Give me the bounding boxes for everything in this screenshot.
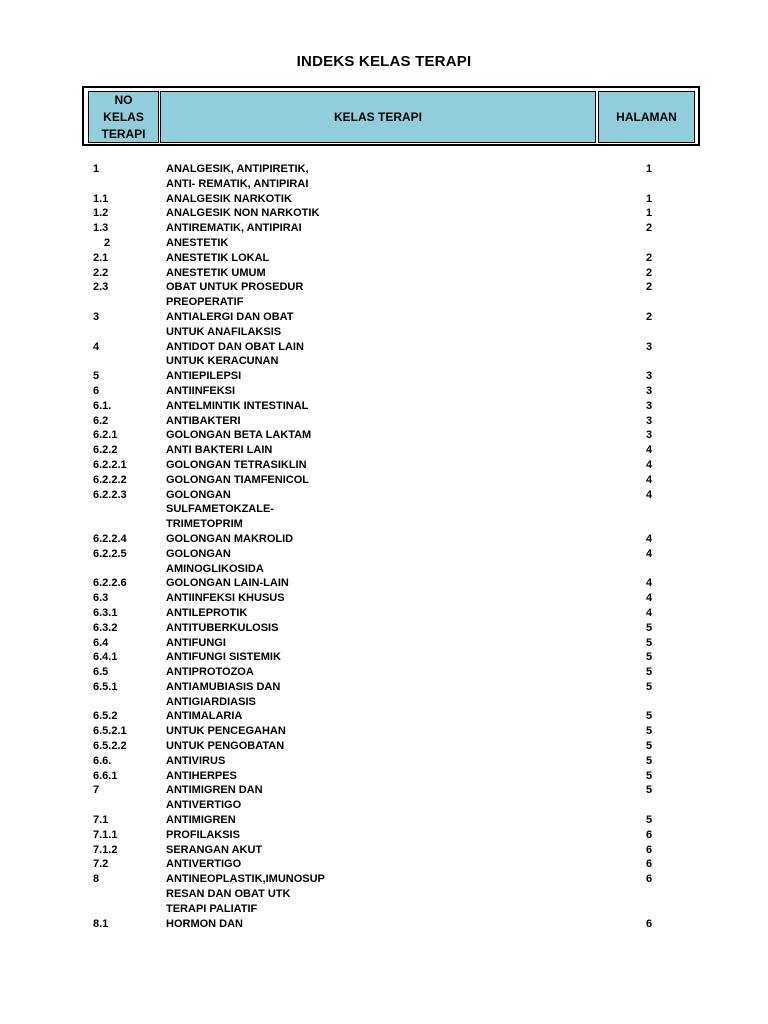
row-number: 5 [93, 370, 100, 383]
table-row [0, 325, 768, 340]
row-kelas-terapi: ANALGESIK NON NARKOTIK [166, 207, 320, 220]
row-kelas-terapi: GOLONGAN MAKROLID [166, 532, 294, 545]
row-number: 6.2.2 [93, 444, 118, 457]
row-halaman: 4 [646, 606, 653, 619]
row-number: 6.6. [93, 754, 112, 767]
row-kelas-terapi: RESAN DAN OBAT UTK [166, 888, 291, 901]
table-row [0, 680, 768, 695]
table-row [0, 621, 768, 636]
row-kelas-terapi: UNTUK KERACUNAN [166, 355, 279, 368]
row-halaman: 4 [646, 547, 653, 560]
row-halaman: 4 [646, 488, 653, 501]
row-number: 6.5.2 [93, 710, 118, 723]
row-kelas-terapi: ANTIVIRUS [166, 754, 226, 767]
table-row [0, 798, 768, 813]
row-kelas-terapi: ANTIINFEKSI KHUSUS [166, 592, 285, 605]
row-kelas-terapi: GOLONGAN BETA LAKTAM [166, 429, 312, 442]
table-row [0, 266, 768, 281]
row-number: 6.5 [93, 666, 109, 679]
table-row [0, 310, 768, 325]
table-row [0, 754, 768, 769]
row-number: 6.5.2.1 [93, 725, 127, 738]
row-kelas-terapi: ANTIHERPES [166, 769, 237, 782]
row-halaman: 5 [646, 754, 653, 767]
row-halaman: 4 [646, 458, 653, 471]
row-number: 7 [93, 784, 100, 797]
row-kelas-terapi: ANTIFUNGI [166, 636, 226, 649]
row-halaman: 6 [646, 828, 653, 841]
row-number: 1.1 [93, 192, 109, 205]
table-row [0, 636, 768, 651]
row-number: 6.1. [93, 399, 112, 412]
table-row [0, 488, 768, 503]
page-title: INDEKS KELAS TERAPI [296, 53, 472, 70]
row-halaman: 3 [646, 340, 653, 353]
row-number: 7.2 [93, 858, 109, 871]
row-kelas-terapi: UNTUK PENCEGAHAN [166, 725, 286, 738]
table-row [0, 902, 768, 917]
row-halaman: 5 [646, 666, 653, 679]
row-number: 6.3 [93, 592, 109, 605]
table-row [0, 532, 768, 547]
table-row [0, 591, 768, 606]
row-number: 1.2 [93, 207, 109, 220]
row-number: 7.1.1 [93, 828, 118, 841]
row-kelas-terapi: ANTIMIGREN DAN [166, 784, 263, 797]
row-halaman: 3 [646, 414, 653, 427]
row-number: 6.6.1 [93, 769, 118, 782]
row-kelas-terapi: ANTELMINTIK INTESTINAL [166, 399, 309, 412]
row-kelas-terapi: ANALGESIK NARKOTIK [166, 192, 292, 205]
table-row [0, 280, 768, 295]
row-kelas-terapi: ANTIVERTIGO [166, 858, 242, 871]
row-kelas-terapi: ANTIMIGREN [166, 814, 236, 827]
row-halaman: 2 [646, 281, 653, 294]
row-number: 6 [93, 384, 100, 397]
row-number: 6.2.2.5 [93, 547, 127, 560]
table-row [0, 783, 768, 798]
row-number: 7.1.2 [93, 843, 118, 856]
table-row [0, 872, 768, 887]
row-number: 6.5.2.2 [93, 740, 127, 753]
header-kelas-terapi: KELAS TERAPI [160, 91, 596, 143]
row-kelas-terapi: TERAPI PALIATIF [166, 902, 258, 915]
row-number: 2.1 [93, 251, 109, 264]
table-row [0, 162, 768, 177]
row-kelas-terapi: GOLONGAN TETRASIKLIN [166, 458, 307, 471]
row-kelas-terapi: ANTI BAKTERI LAIN [166, 444, 273, 457]
row-halaman: 3 [646, 399, 653, 412]
header-halaman: HALAMAN [598, 91, 695, 143]
row-number: 1.3 [93, 222, 109, 235]
row-halaman: 3 [646, 429, 653, 442]
row-halaman: 4 [646, 532, 653, 545]
row-kelas-terapi: ANTIPROTOZOA [166, 666, 254, 679]
row-number: 6.2.2.2 [93, 473, 127, 486]
row-number: 6.2.2.1 [93, 458, 127, 471]
row-halaman: 5 [646, 769, 653, 782]
row-number: 4 [93, 340, 100, 353]
row-kelas-terapi: UNTUK PENGOBATAN [166, 740, 285, 753]
table-header [82, 86, 700, 146]
row-kelas-terapi: ANTIFUNGI SISTEMIK [166, 651, 281, 664]
row-number: 6.2.2.6 [93, 577, 127, 590]
table-row [0, 517, 768, 532]
row-number: 6.2 [93, 414, 109, 427]
row-kelas-terapi: PREOPERATIF [166, 296, 244, 309]
table-row [0, 709, 768, 724]
row-kelas-terapi: ANTINEOPLASTIK,IMUNOSUP [166, 873, 325, 886]
table-row [0, 340, 768, 355]
table-row [0, 502, 768, 517]
row-halaman: 1 [646, 207, 653, 220]
row-kelas-terapi: TRIMETOPRIM [166, 518, 243, 531]
table-row [0, 769, 768, 784]
table-row [0, 606, 768, 621]
row-kelas-terapi: ANTIREMATIK, ANTIPIRAI [166, 222, 302, 235]
row-number: 6.2.1 [93, 429, 118, 442]
row-kelas-terapi: GOLONGAN [166, 488, 231, 501]
table-row [0, 251, 768, 266]
row-halaman: 5 [646, 814, 653, 827]
row-halaman: 4 [646, 444, 653, 457]
row-halaman: 1 [646, 163, 653, 175]
row-kelas-terapi: OBAT UNTUK PROSEDUR [166, 281, 304, 294]
row-kelas-terapi: ANTIGIARDIASIS [166, 695, 256, 708]
row-kelas-terapi: GOLONGAN LAIN-LAIN [166, 577, 289, 590]
row-kelas-terapi: ANTIALERGI DAN OBAT [166, 310, 294, 323]
row-halaman: 4 [646, 473, 653, 486]
row-halaman: 3 [646, 384, 653, 397]
row-halaman: 2 [646, 310, 653, 323]
row-halaman: 5 [646, 740, 653, 753]
table-row [0, 473, 768, 488]
table-row [0, 857, 768, 872]
row-halaman: 5 [646, 651, 653, 664]
table-row [0, 369, 768, 384]
row-halaman: 5 [646, 725, 653, 738]
row-halaman: 5 [646, 680, 653, 693]
row-number: 6.4.1 [93, 651, 118, 664]
row-number: 8 [93, 873, 100, 886]
table-row [0, 813, 768, 828]
row-halaman: 2 [646, 251, 653, 264]
table-row [0, 206, 768, 221]
row-halaman: 6 [646, 917, 653, 930]
row-kelas-terapi: ANTI- REMATIK, ANTIPIRAI [166, 177, 309, 190]
row-kelas-terapi: AMINOGLIKOSIDA [166, 562, 264, 575]
table-row [0, 384, 768, 399]
row-number: 8.1 [93, 917, 109, 930]
table-row [0, 843, 768, 858]
row-halaman: 6 [646, 858, 653, 871]
row-number: 6.5.1 [93, 680, 118, 693]
table-row [0, 458, 768, 473]
row-kelas-terapi: ANTIINFEKSI [166, 384, 236, 397]
row-kelas-terapi: GOLONGAN [166, 547, 231, 560]
table-row [0, 428, 768, 443]
row-kelas-terapi: ANTITUBERKULOSIS [166, 621, 279, 634]
row-kelas-terapi: HORMON DAN [166, 917, 243, 930]
row-kelas-terapi: ANTIVERTIGO [166, 799, 242, 812]
table-row [0, 414, 768, 429]
row-kelas-terapi: ANALGESIK, ANTIPIRETIK, [166, 163, 309, 175]
row-number: 2.3 [93, 281, 109, 294]
row-halaman: 4 [646, 577, 653, 590]
table-row [0, 828, 768, 843]
row-kelas-terapi: ANESTETIK [166, 236, 229, 249]
table-row [0, 887, 768, 902]
row-kelas-terapi: ANTIBAKTERI [166, 414, 241, 427]
table-row [0, 236, 768, 251]
row-number: 6.2.2.4 [93, 532, 127, 545]
row-kelas-terapi: ANTIAMUBIASIS DAN [166, 680, 281, 693]
row-halaman: 4 [646, 592, 653, 605]
row-number: 3 [93, 310, 100, 323]
row-kelas-terapi: SULFAMETOKZALE- [166, 503, 274, 516]
row-halaman: 5 [646, 710, 653, 723]
row-kelas-terapi: ANESTETIK UMUM [166, 266, 266, 279]
row-number: 2.2 [93, 266, 109, 279]
row-kelas-terapi: SERANGAN AKUT [166, 843, 263, 856]
row-number: 1 [93, 163, 100, 175]
table-row [0, 354, 768, 369]
row-kelas-terapi: ANESTETIK LOKAL [166, 251, 270, 264]
row-kelas-terapi: ANTIMALARIA [166, 710, 243, 723]
row-number: 2 [104, 236, 111, 249]
table-row [0, 650, 768, 665]
table-row [0, 665, 768, 680]
row-halaman: 2 [646, 266, 653, 279]
table-row [0, 562, 768, 577]
row-kelas-terapi: UNTUK ANAFILAKSIS [166, 325, 282, 338]
row-kelas-terapi: PROFILAKSIS [166, 828, 240, 841]
row-number: 7.1 [93, 814, 109, 827]
row-kelas-terapi: GOLONGAN TIAMFENICOL [166, 473, 309, 486]
row-halaman: 2 [646, 222, 653, 235]
row-halaman: 3 [646, 370, 653, 383]
header-no-kelas-terapi: NO KELAS TERAPI [88, 91, 159, 143]
row-kelas-terapi: ANTILEPROTIK [166, 606, 248, 619]
row-halaman: 5 [646, 784, 653, 797]
row-halaman: 1 [646, 192, 653, 205]
table-row [0, 295, 768, 310]
row-halaman: 5 [646, 621, 653, 634]
row-number: 6.3.2 [93, 621, 118, 634]
row-number: 6.4 [93, 636, 109, 649]
row-kelas-terapi: ANTIEPILEPSI [166, 370, 242, 383]
table-row [0, 192, 768, 207]
row-number: 6.3.1 [93, 606, 118, 619]
table-row [0, 724, 768, 739]
table-row [0, 576, 768, 591]
row-halaman: 5 [646, 636, 653, 649]
table-row [0, 917, 768, 932]
table-row [0, 177, 768, 192]
index-table-body [0, 162, 768, 931]
table-row [0, 547, 768, 562]
table-row [0, 221, 768, 236]
row-number: 6.2.2.3 [93, 488, 127, 501]
row-halaman: 6 [646, 873, 653, 886]
row-halaman: 6 [646, 843, 653, 856]
table-row [0, 443, 768, 458]
row-kelas-terapi: ANTIDOT DAN OBAT LAIN [166, 340, 304, 353]
table-row [0, 399, 768, 414]
table-row [0, 695, 768, 710]
table-row [0, 739, 768, 754]
